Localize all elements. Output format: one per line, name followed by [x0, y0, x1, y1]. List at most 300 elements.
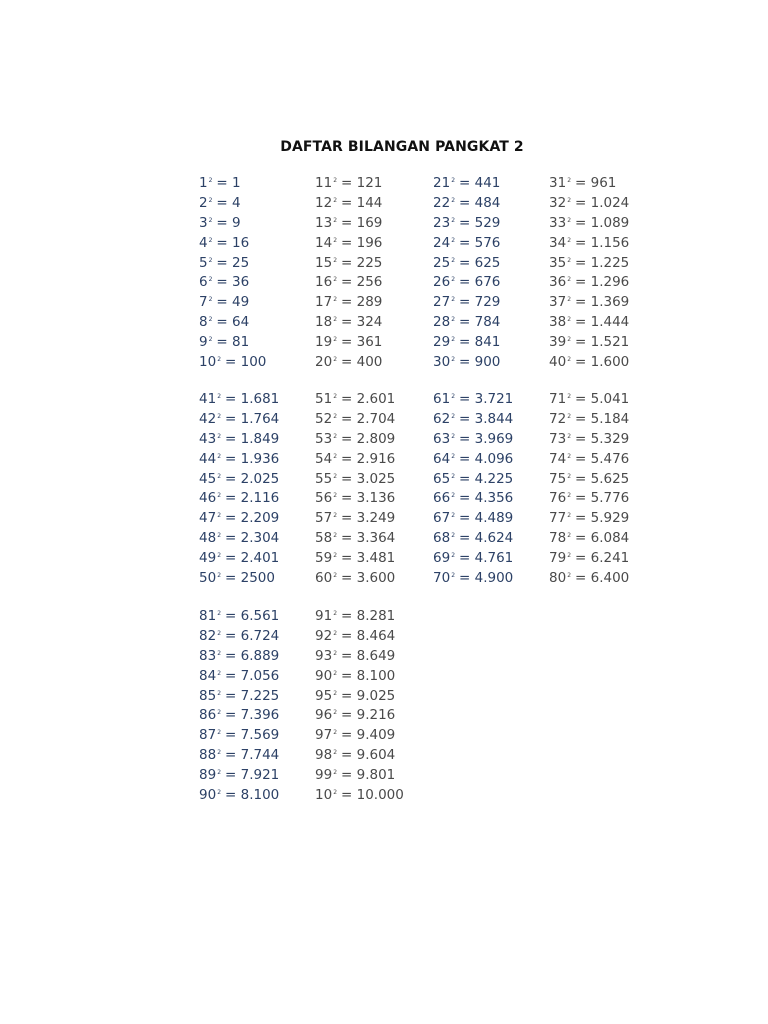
entry-base: 12 — [315, 194, 333, 211]
entry-value: = 841 — [459, 334, 501, 351]
entry-base: 1 — [199, 175, 208, 191]
entry-exponent: 2 — [567, 256, 572, 264]
entry-exponent: 2 — [567, 276, 572, 284]
entry-value: = 484 — [459, 194, 501, 211]
entry-value: = 4.900 — [459, 570, 514, 587]
entry-base: 10 — [315, 787, 333, 804]
entry-value: = 961 — [575, 175, 617, 191]
entry-base: 4 — [199, 234, 208, 251]
entry-value: = 9.216 — [341, 707, 396, 724]
entry-base: 39 — [549, 334, 567, 351]
square-entry — [549, 290, 629, 310]
entry-base: 97 — [315, 727, 333, 744]
square-entry — [199, 684, 279, 704]
entry-value: = 361 — [341, 334, 383, 351]
entry-base: 5 — [199, 254, 208, 271]
entry-base: 3 — [199, 214, 208, 231]
square-entry — [199, 427, 279, 447]
square-entry — [315, 191, 382, 211]
entry-exponent: 2 — [217, 649, 222, 657]
entry-value: = 36 — [216, 274, 250, 291]
square-entry — [433, 427, 513, 447]
entry-value: = 196 — [341, 234, 383, 251]
entry-exponent: 2 — [217, 629, 222, 637]
entry-exponent: 2 — [451, 432, 456, 440]
entry-exponent: 2 — [451, 393, 456, 400]
entry-base: 76 — [549, 490, 567, 507]
entry-value: = 5.625 — [575, 470, 630, 487]
entry-base: 46 — [199, 490, 217, 507]
entry-value: = 7.921 — [225, 767, 280, 784]
entry-value: = 2.916 — [341, 450, 396, 467]
entry-value: = 1.225 — [575, 254, 630, 271]
square-entry — [315, 486, 395, 506]
entry-base: 22 — [433, 194, 451, 211]
square-entry — [433, 447, 513, 467]
entry-base: 92 — [315, 627, 333, 644]
entry-exponent: 2 — [451, 256, 456, 264]
entry-value: = 100 — [225, 354, 267, 371]
entry-value: = 7.225 — [225, 687, 280, 704]
square-entry — [315, 407, 395, 427]
entry-base: 51 — [315, 391, 333, 407]
entry-value: = 729 — [459, 294, 501, 311]
entry-exponent: 2 — [333, 769, 338, 777]
entry-exponent: 2 — [208, 216, 213, 224]
entry-exponent: 2 — [333, 177, 338, 184]
square-entry — [199, 644, 279, 664]
square-entry — [315, 290, 382, 310]
square-entry — [199, 350, 266, 370]
entry-exponent: 2 — [217, 689, 222, 697]
square-entry — [315, 310, 382, 330]
entry-base: 84 — [199, 667, 217, 684]
entry-base: 90 — [199, 787, 217, 804]
squares-column — [315, 387, 395, 586]
entry-base: 2 — [199, 194, 208, 211]
square-entry — [199, 330, 266, 350]
square-entry — [315, 427, 395, 447]
entry-base: 32 — [549, 194, 567, 211]
entry-exponent: 2 — [333, 256, 338, 264]
square-entry — [315, 703, 404, 723]
entry-exponent: 2 — [333, 629, 338, 637]
square-entry — [549, 171, 629, 191]
entry-base: 35 — [549, 254, 567, 271]
entry-value: = 144 — [341, 194, 383, 211]
entry-exponent: 2 — [333, 196, 338, 204]
entry-exponent: 2 — [333, 412, 338, 420]
entry-value: = 2500 — [225, 570, 275, 587]
square-entry — [315, 171, 382, 191]
entry-value: = 49 — [216, 294, 250, 311]
entry-base: 38 — [549, 314, 567, 331]
entry-base: 56 — [315, 490, 333, 507]
entry-exponent: 2 — [217, 769, 222, 777]
square-entry — [199, 526, 279, 546]
entry-base: 25 — [433, 254, 451, 271]
entry-base: 18 — [315, 314, 333, 331]
entry-value: = 2.025 — [225, 470, 280, 487]
entry-value: = 256 — [341, 274, 383, 291]
entry-base: 88 — [199, 747, 217, 764]
square-entry — [549, 211, 629, 231]
entry-exponent: 2 — [451, 196, 456, 204]
entry-base: 83 — [199, 647, 217, 664]
entry-exponent: 2 — [451, 316, 456, 324]
entry-value: = 5.476 — [575, 450, 630, 467]
entry-exponent: 2 — [451, 236, 456, 244]
entry-value: = 4.356 — [459, 490, 514, 507]
entry-exponent: 2 — [217, 729, 222, 737]
square-entry — [433, 506, 513, 526]
entry-value: = 1.936 — [225, 450, 280, 467]
square-entry — [549, 270, 629, 290]
entry-base: 80 — [549, 570, 567, 587]
entry-base: 91 — [315, 608, 333, 624]
square-entry — [549, 310, 629, 330]
entry-value: = 529 — [459, 214, 501, 231]
entry-value: = 8.100 — [225, 787, 280, 804]
square-entry — [199, 467, 279, 487]
square-entry — [549, 566, 629, 586]
square-entry — [549, 231, 629, 251]
entry-base: 93 — [315, 647, 333, 664]
entry-value: = 3.969 — [459, 430, 514, 447]
entry-value: = 1.296 — [575, 274, 630, 291]
entry-value: = 4 — [216, 194, 241, 211]
square-entry — [315, 211, 382, 231]
entry-value: = 8.281 — [341, 608, 396, 624]
entry-base: 77 — [549, 510, 567, 527]
entry-base: 43 — [199, 430, 217, 447]
entry-value: = 1.024 — [575, 194, 630, 211]
entry-base: 27 — [433, 294, 451, 311]
square-entry — [433, 251, 500, 271]
square-entry — [199, 703, 279, 723]
entry-value: = 2.809 — [341, 430, 396, 447]
entry-exponent: 2 — [333, 296, 338, 304]
square-entry — [433, 467, 513, 487]
square-entry — [433, 387, 513, 407]
square-entry — [315, 251, 382, 271]
entry-exponent: 2 — [567, 532, 572, 540]
square-entry — [433, 231, 500, 251]
entry-value: = 8.464 — [341, 627, 396, 644]
entry-exponent: 2 — [567, 296, 572, 304]
entry-base: 36 — [549, 274, 567, 291]
entry-value: = 3.249 — [341, 510, 396, 527]
entry-value: = 9.025 — [341, 687, 396, 704]
square-entry — [315, 783, 404, 803]
entry-exponent: 2 — [208, 196, 213, 204]
squares-column — [433, 171, 500, 370]
square-entry — [199, 211, 266, 231]
squares-column — [199, 171, 266, 370]
entry-base: 89 — [199, 767, 217, 784]
entry-value: = 1.444 — [575, 314, 630, 331]
entry-exponent: 2 — [567, 492, 572, 500]
entry-exponent: 2 — [333, 532, 338, 540]
entry-exponent: 2 — [217, 552, 222, 560]
entry-base: 60 — [315, 570, 333, 587]
entry-exponent: 2 — [451, 452, 456, 460]
entry-exponent: 2 — [217, 452, 222, 460]
entry-exponent: 2 — [567, 316, 572, 324]
entry-value: = 2.209 — [225, 510, 280, 527]
entry-exponent: 2 — [451, 276, 456, 284]
entry-value: = 3.364 — [341, 530, 396, 547]
entry-base: 14 — [315, 234, 333, 251]
square-entry — [315, 546, 395, 566]
entry-exponent: 2 — [333, 216, 338, 224]
square-entry — [199, 546, 279, 566]
square-entry — [315, 723, 404, 743]
entry-exponent: 2 — [451, 177, 456, 184]
entry-value: = 7.744 — [225, 747, 280, 764]
entry-base: 67 — [433, 510, 451, 527]
entry-value: = 2.401 — [225, 550, 280, 567]
entry-exponent: 2 — [451, 572, 456, 580]
entry-exponent: 2 — [567, 572, 572, 580]
entry-value: = 5.184 — [575, 410, 630, 427]
square-entry — [549, 387, 629, 407]
squares-column — [199, 387, 279, 586]
entry-value: = 5.329 — [575, 430, 630, 447]
square-entry — [199, 231, 266, 251]
entry-exponent: 2 — [451, 532, 456, 540]
square-entry — [433, 171, 500, 191]
entry-base: 33 — [549, 214, 567, 231]
entry-exponent: 2 — [217, 356, 222, 364]
square-entry — [549, 486, 629, 506]
entry-exponent: 2 — [208, 236, 213, 244]
square-entry — [315, 566, 395, 586]
entry-exponent: 2 — [451, 356, 456, 364]
entry-base: 30 — [433, 354, 451, 371]
entry-base: 16 — [315, 274, 333, 291]
square-entry — [433, 270, 500, 290]
entry-value: = 400 — [341, 354, 383, 371]
entry-exponent: 2 — [333, 236, 338, 244]
square-entry — [549, 526, 629, 546]
square-entry — [549, 251, 629, 271]
entry-exponent: 2 — [333, 432, 338, 440]
entry-value: = 2.304 — [225, 530, 280, 547]
entry-value: = 3.025 — [341, 470, 396, 487]
square-entry — [549, 546, 629, 566]
entry-base: 24 — [433, 234, 451, 251]
entry-exponent: 2 — [217, 789, 222, 797]
entry-value: = 3.844 — [459, 410, 514, 427]
entry-value: = 1.156 — [575, 234, 630, 251]
entry-base: 41 — [199, 391, 217, 407]
entry-exponent: 2 — [451, 336, 456, 344]
square-entry — [199, 251, 266, 271]
entry-value: = 9 — [216, 214, 241, 231]
entry-exponent: 2 — [333, 709, 338, 717]
entry-exponent: 2 — [567, 216, 572, 224]
squares-column — [199, 604, 279, 803]
entry-base: 63 — [433, 430, 451, 447]
square-entry — [315, 743, 404, 763]
entry-value: = 64 — [216, 314, 250, 331]
entry-exponent: 2 — [208, 316, 213, 324]
square-entry — [199, 191, 266, 211]
entry-base: 87 — [199, 727, 217, 744]
entry-exponent: 2 — [333, 610, 338, 617]
entry-exponent: 2 — [333, 572, 338, 580]
entry-value: = 5.776 — [575, 490, 630, 507]
square-entry — [199, 604, 279, 624]
entry-base: 8 — [199, 314, 208, 331]
square-entry — [315, 526, 395, 546]
entry-exponent: 2 — [217, 669, 222, 677]
square-entry — [433, 566, 513, 586]
entry-exponent: 2 — [217, 512, 222, 520]
entry-base: 81 — [199, 608, 217, 624]
entry-exponent: 2 — [217, 412, 222, 420]
entry-exponent: 2 — [567, 412, 572, 420]
entry-value: = 4.761 — [459, 550, 514, 567]
entry-exponent: 2 — [208, 336, 213, 344]
entry-exponent: 2 — [333, 356, 338, 364]
page-title: DAFTAR BILANGAN PANGKAT 2 — [280, 139, 524, 155]
entry-base: 28 — [433, 314, 451, 331]
square-entry — [433, 526, 513, 546]
squares-column — [315, 171, 382, 370]
entry-value: = 3.600 — [341, 570, 396, 587]
entry-value: = 7.396 — [225, 707, 280, 724]
entry-base: 55 — [315, 470, 333, 487]
entry-exponent: 2 — [567, 196, 572, 204]
entry-base: 74 — [549, 450, 567, 467]
entry-value: = 7.056 — [225, 667, 280, 684]
entry-exponent: 2 — [333, 452, 338, 460]
entry-exponent: 2 — [451, 472, 456, 480]
square-entry — [315, 644, 404, 664]
entry-exponent: 2 — [567, 177, 572, 184]
entry-value: = 2.704 — [341, 410, 396, 427]
entry-value: = 1.849 — [225, 430, 280, 447]
entry-value: = 5.929 — [575, 510, 630, 527]
entry-base: 66 — [433, 490, 451, 507]
square-entry — [199, 486, 279, 506]
entry-exponent: 2 — [333, 276, 338, 284]
entry-value: = 1.369 — [575, 294, 630, 311]
entry-value: = 3.481 — [341, 550, 396, 567]
entry-exponent: 2 — [217, 749, 222, 757]
entry-exponent: 2 — [567, 356, 572, 364]
entry-exponent: 2 — [333, 512, 338, 520]
entry-base: 29 — [433, 334, 451, 351]
entry-value: = 1.089 — [575, 214, 630, 231]
entry-base: 61 — [433, 391, 451, 407]
entry-value: = 576 — [459, 234, 501, 251]
entry-value: = 900 — [459, 354, 501, 371]
entry-exponent: 2 — [217, 532, 222, 540]
entry-base: 72 — [549, 410, 567, 427]
entry-base: 53 — [315, 430, 333, 447]
entry-value: = 4.489 — [459, 510, 514, 527]
square-entry — [199, 387, 279, 407]
entry-value: = 3.136 — [341, 490, 396, 507]
entry-base: 79 — [549, 550, 567, 567]
entry-base: 17 — [315, 294, 333, 311]
entry-base: 86 — [199, 707, 217, 724]
entry-exponent: 2 — [451, 296, 456, 304]
entry-exponent: 2 — [217, 472, 222, 480]
entry-exponent: 2 — [333, 393, 338, 400]
square-entry — [199, 763, 279, 783]
entry-value: = 625 — [459, 254, 501, 271]
entry-exponent: 2 — [567, 452, 572, 460]
entry-exponent: 2 — [567, 552, 572, 560]
entry-exponent: 2 — [333, 649, 338, 657]
entry-base: 49 — [199, 550, 217, 567]
entry-exponent: 2 — [567, 472, 572, 480]
square-entry — [315, 684, 404, 704]
entry-value: = 9.409 — [341, 727, 396, 744]
squares-column — [549, 171, 629, 370]
entry-value: = 25 — [216, 254, 250, 271]
entry-base: 10 — [199, 354, 217, 371]
entry-value: = 2.116 — [225, 490, 280, 507]
square-entry — [549, 467, 629, 487]
entry-exponent: 2 — [217, 610, 222, 617]
entry-exponent: 2 — [567, 336, 572, 344]
entry-value: = 4.225 — [459, 470, 514, 487]
entry-value: = 121 — [341, 175, 383, 191]
entry-value: = 6.241 — [575, 550, 630, 567]
entry-exponent: 2 — [208, 256, 213, 264]
entry-value: = 169 — [341, 214, 383, 231]
entry-exponent: 2 — [208, 296, 213, 304]
entry-base: 90 — [315, 667, 333, 684]
entry-exponent: 2 — [451, 512, 456, 520]
entry-value: = 289 — [341, 294, 383, 311]
entry-base: 42 — [199, 410, 217, 427]
square-entry — [549, 350, 629, 370]
entry-exponent: 2 — [217, 492, 222, 500]
entry-base: 13 — [315, 214, 333, 231]
entry-exponent: 2 — [333, 472, 338, 480]
entry-base: 62 — [433, 410, 451, 427]
entry-base: 31 — [549, 175, 567, 191]
square-entry — [199, 743, 279, 763]
squares-column — [433, 387, 513, 586]
entry-base: 78 — [549, 530, 567, 547]
square-entry — [315, 506, 395, 526]
entry-value: = 6.724 — [225, 627, 280, 644]
square-entry — [433, 546, 513, 566]
entry-base: 7 — [199, 294, 208, 311]
square-entry — [199, 171, 266, 191]
entry-value: = 4.096 — [459, 450, 514, 467]
entry-value: = 1.600 — [575, 354, 630, 371]
entry-exponent: 2 — [333, 669, 338, 677]
square-entry — [315, 447, 395, 467]
entry-value: = 6.561 — [225, 608, 280, 624]
entry-base: 59 — [315, 550, 333, 567]
square-entry — [549, 427, 629, 447]
entry-base: 34 — [549, 234, 567, 251]
square-entry — [315, 330, 382, 350]
entry-base: 45 — [199, 470, 217, 487]
square-entry — [315, 350, 382, 370]
square-entry — [199, 506, 279, 526]
square-entry — [315, 387, 395, 407]
